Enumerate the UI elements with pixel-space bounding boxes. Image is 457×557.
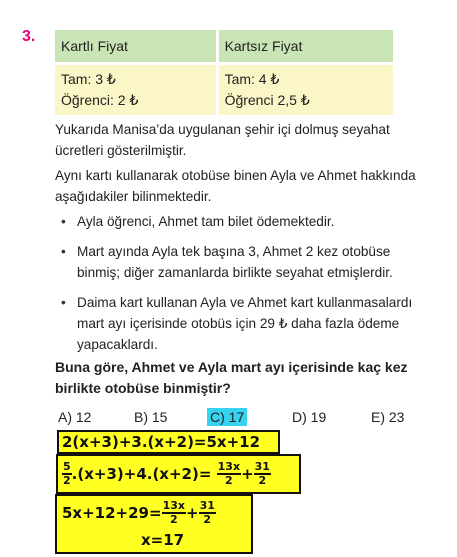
card-price-cell [55,64,217,116]
fraction-numerator: 31 [254,460,270,473]
option-a[interactable]: A) 12 [58,409,92,425]
fraction-denominator: 2 [258,474,267,487]
option-b[interactable]: B) 15 [134,409,168,425]
header-card-price: Kartlı Fiyat [55,30,217,64]
fraction-numerator: 31 [199,499,215,512]
option-c-highlighted[interactable]: C) 17 [207,408,247,426]
intro-paragraph: Yukarıda Manisa’da uygulanan şehir içi dolmuş seyahat ücretleri gösterilmiştir. [55,122,390,158]
no-card-student-fare: Öğrenci 2,5 ₺ [224,92,310,108]
card-student-fare: Öğrenci: 2 ₺ [61,92,139,108]
question-stem: Buna göre, Ahmet ve Ayla mart ayı içerisinde kaç kez birlikte otobüse binmiştir? [55,359,408,396]
fraction [62,461,72,487]
fraction [162,500,186,526]
fraction-denominator: 2 [63,474,71,487]
header-no-card-price: Kartsız Fiyat [217,30,393,64]
card-full-fare: Tam: 3 ₺ [61,71,116,87]
plus-sign: + [185,504,199,522]
fact-item: • Daima kart kullanan Ayla ve Ahmet kart kullanmasalardı mart ayı içerisinde otobüs için 29 ₺ daha fazla ödeme yapacaklardı. [55,292,423,355]
fare-table [55,30,393,115]
fraction-numerator: 13x [162,499,185,512]
fraction-denominator: 2 [169,513,178,526]
fraction [254,461,271,487]
handwritten-answer: x=17 [141,531,185,549]
plus-sign: + [241,465,254,483]
fraction-denominator: 2 [225,474,233,487]
fraction [199,500,216,526]
question-number: 3. [22,28,36,45]
handwritten-equation-2 [56,454,301,494]
fraction-denominator: 2 [203,513,212,526]
handwritten-equation-1: 2(x+3)+3.(x+2)=5x+12 [57,430,280,454]
no-card-price-cell [217,64,393,116]
context-paragraph: Aynı kartı kullanarak otobüse binen Ayla ve Ahmet hakkında aşağıdakiler bilinmektedir. [55,168,416,204]
option-e[interactable]: E) 23 [371,409,405,425]
equation-segment: .(x+3)+4.(x+2)= [71,465,212,483]
fraction-numerator: 13x [217,460,241,473]
fraction [217,461,241,487]
fact-item: • Ayla öğrenci, Ahmet tam bilet ödemektedir. [55,211,423,232]
handwritten-solution [55,494,253,554]
option-d[interactable]: D) 19 [292,409,327,425]
given-facts-list [55,211,423,364]
fraction-numerator: 5 [63,460,71,473]
equation-segment: 5x+12+29= [62,504,162,522]
no-card-full-fare: Tam: 4 ₺ [224,71,280,87]
fact-item: • Mart ayında Ayla tek başına 3, Ahmet 2 kez otobüse binmiş; diğer zamanlarda birlikte seyahat etmişlerdir. [55,241,423,283]
